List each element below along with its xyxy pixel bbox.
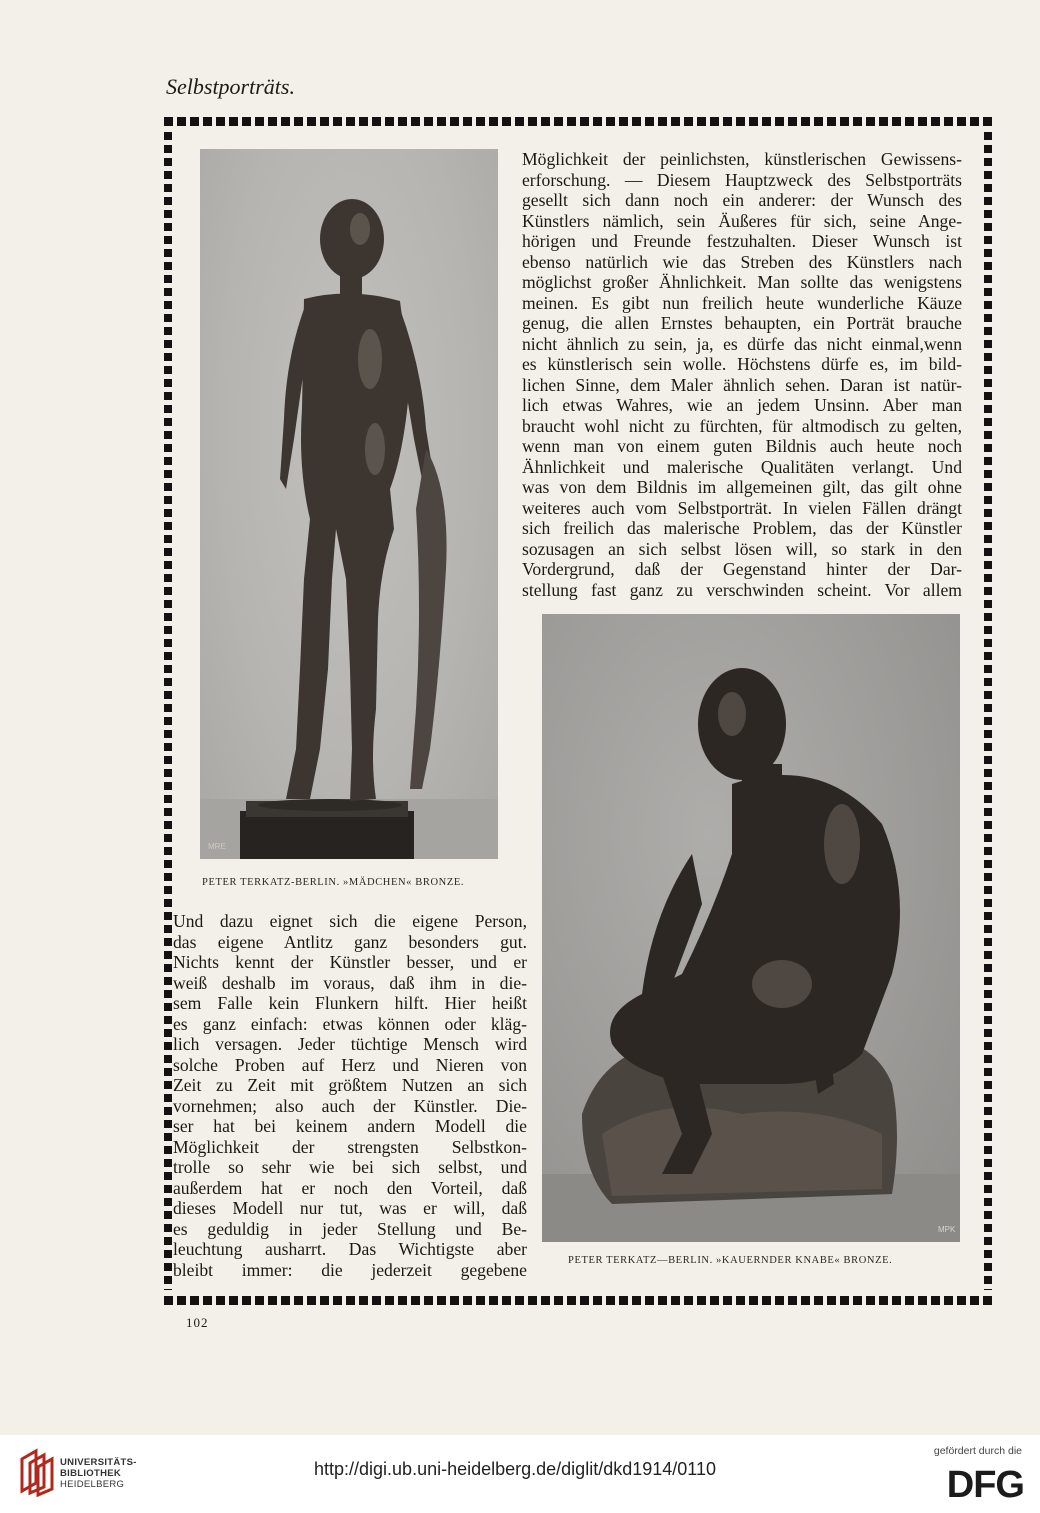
library-name-line: UNIVERSITÄTS- [60,1457,137,1468]
text-line: lich versagen. Jeder tüchtige Mensch wird [173,1034,527,1054]
library-name-line: HEIDELBERG [60,1479,125,1490]
text-line: bleibt immer: die jederzeit gegebene [173,1259,527,1280]
text-line: gesellt sich dann noch ein anderer: der Wunsch des [522,190,962,210]
text-column-right [522,149,962,600]
text-line: lich etwas Wahres, wie an jedem Unsinn. Aber man [522,395,962,415]
page-number: 102 [186,1315,209,1330]
digitization-footer [0,1435,1040,1513]
text-line: braucht wohl nicht zu fürchten, für altmodisch zu gelten, [522,415,962,436]
text-line: trolle so sehr wie bei sich selbst, und [173,1157,527,1177]
text-line: sem Falle kein Flunkern hilft. Hier heißt [173,993,527,1013]
text-line: Möglichkeit der peinlichsten, künstlerischen Gewissens- [522,149,962,169]
text-line: Und dazu eignet sich die eigene Person, [173,911,527,931]
text-line: sozusagen an sich selbst lösen will, so stark in den [522,538,962,559]
text-line: nicht ähnlich zu sein, ja, es dürfe das nicht einmal,wenn [522,333,962,354]
figure-photo-kauernder-knabe [542,614,960,1242]
text-line: möglichst großer Ähnlichkeit. Man sollte das wenigstens [522,272,962,292]
figure-caption-maedchen: PETER TERKATZ-BERLIN. »MÄDCHEN« BRONZE. [202,877,465,888]
figure-caption-kauernder-knabe: PETER TERKATZ—BERLIN. »KAUERNDER KNABE« BRONZE. [568,1255,893,1266]
text-line: lichen Sinne, dem Maler ähnlich sehen. Daran ist natür- [522,374,962,395]
text-line: vornehmen; also auch der Künstler. Die- [173,1095,527,1116]
text-line: Vordergrund, daß der Gegenstand hinter der Dar- [522,559,962,579]
statue-boy-illustration [542,614,960,1242]
text-line: was von dem Bildnis im allgemeinen gilt, das gilt ohne [522,477,962,497]
university-library-logo-icon [18,1447,56,1497]
text-line: leuchtung ausharrt. Das Wichtigste aber [173,1239,527,1259]
text-line: es künstlerisch sein wolle. Höchstens dürfe es, im bild- [522,354,962,374]
text-line: ebenso natürlich wie das Streben des Künstlers nach [522,251,962,272]
running-head: Selbstporträts. [166,74,295,99]
text-line: Zeit zu Zeit mit größtem Nutzen an sich [173,1075,527,1095]
text-line: sich freilich das malerische Problem, das der Künstler [522,518,962,538]
statue-girl-illustration [200,149,498,859]
text-line: erforschung. — Diesem Hauptzweck des Selbstporträts [522,169,962,190]
text-line: wenn man von einem guten Bildnis auch heute noch [522,436,962,456]
library-name [60,1457,137,1490]
funding-note: gefördert durch die [933,1445,1022,1457]
text-line: weiteres auch vom Selbstporträt. In vielen Fällen drängt [522,497,962,518]
dfg-logo: DFG [946,1464,1024,1506]
library-name-line: BIBLIOTHEK [60,1468,122,1479]
text-line: Möglichkeit der strengsten Selbstkon- [173,1136,527,1157]
text-line: Nichts kennt der Künstler besser, und er [173,952,527,972]
frame-border-top [164,117,992,126]
frame-border-left [164,132,172,1290]
text-line: außerdem hat er noch den Vorteil, daß [173,1177,527,1198]
frame-border-bottom [164,1296,992,1305]
photo-monogram-1: MRE [208,842,226,851]
text-column-left [173,911,527,1280]
text-line: weiß deshalb im voraus, daß ihm in die- [173,972,527,993]
text-line: hörigen und Freunde festzuhalten. Dieser Wunsch ist [522,231,962,251]
photo-monogram-2: MPK [938,1225,956,1234]
text-line: es geduldig in jeder Stellung und Be- [173,1218,527,1239]
permalink-url[interactable]: http://digi.ub.uni-heidelberg.de/diglit/dkd1914/0110 [314,1459,716,1479]
text-line: Ähnlichkeit und malerische Qualitäten verlangt. Und [522,456,962,477]
text-line: solche Proben auf Herz und Nieren von [173,1054,527,1075]
text-line: es ganz einfach: etwas können oder kläg- [173,1013,527,1034]
figure-photo-maedchen [200,149,498,859]
text-line: stellung fast ganz zu verschwinden scheint. Vor allem [522,579,962,600]
text-line: genug, die allen Ernstes behaupten, ein Porträt brauche [522,313,962,333]
text-line: ser hat bei keinem andern Modell die [173,1116,527,1136]
text-line: das eigene Antlitz ganz besonders gut. [173,931,527,952]
text-line: Künstlers nämlich, sein Äußeres für sich, seine Ange- [522,210,962,231]
text-line: dieses Modell nur tut, was er will, daß [173,1198,527,1218]
text-line: meinen. Es gibt nun freilich heute wunderliche Käuze [522,292,962,313]
frame-border-right [984,132,992,1290]
